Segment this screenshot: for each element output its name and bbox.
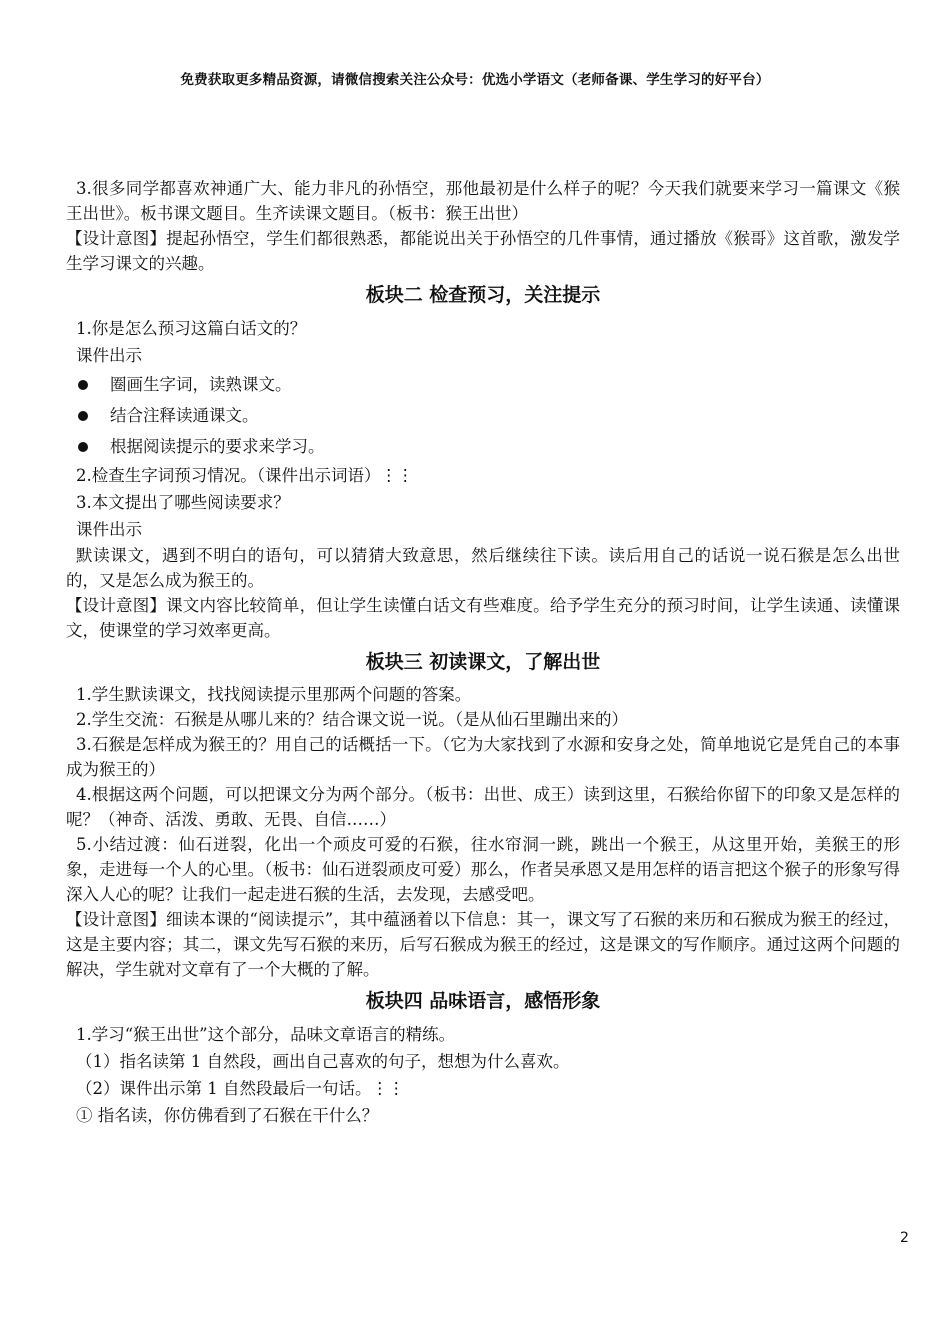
paragraph-b3-4: 4.根据这两个问题，可以把课文分为两个部分。（板书：出世、成王）读到这里，石猴给你留下的印象又是怎样的呢？（神奇、活泼、勇敢、无畏、自信……） xyxy=(66,785,900,829)
paragraph-b1-3: 3.很多同学都喜欢神通广大、能力非凡的孙悟空，那他最初是什么样子的呢？今天我们就要来学习一篇课文《猴王出世》。板书课文题目。生齐读课文题目。（板书：猴王出世） xyxy=(66,179,900,223)
bullet-icon xyxy=(78,411,88,421)
paragraph-b4-1: 1.学习“猴王出世”这个部分，品味文章语言的精练。 xyxy=(76,1025,456,1044)
paragraph-b4-s1: （1）指名读第 1 自然段，画出自己喜欢的句子，想想为什么喜欢。 xyxy=(76,1052,570,1071)
design-intent-b3: 【设计意图】细读本课的“阅读提示”，其中蕴涵着以下信息：其一，课文写了石猴的来历和石猴成为猴王的经过，这是主要内容；其二，课文先写石猴的来历，后写石猴成为猴王的经过，这是课文的写作顺序。通过这两个问题的解决，学生就对文章有了一个大概的了解。 xyxy=(66,910,900,979)
list-item: 根据阅读提示的要求来学习。 xyxy=(66,431,900,462)
paragraph-b3-3: 3.石猴是怎样成为猴王的？用自己的话概括一下。（它为大家找到了水源和安身之处，简单地说它是凭自己的本事成为猴王的） xyxy=(66,735,900,779)
paragraph-b3-5: 5.小结过渡：仙石迸裂，化出一个顽皮可爱的石猴，往水帘洞一跳，跳出一个猴王，从这里开始，美猴王的形象，走进每一个人的心里。（板书：仙石迸裂顽皮可爱）那么，作者吴承恩又是用怎样的语言把这个猴子的形象写得深入人心的呢？让我们一起走进石猴的生活，去发现，去感受吧。 xyxy=(66,835,900,904)
paragraph-b3-2: 2.学生交流：石猴是从哪儿来的？结合课文说一说。（是从仙石里蹦出来的） xyxy=(76,710,628,729)
page-header: 免费获取更多精品资源，请微信搜索关注公众号：优选小学语文（老师备课、学生学习的好平台） xyxy=(180,72,770,88)
paragraph-b2-1: 1.你是怎么预习这篇白话文的？ xyxy=(76,319,307,338)
design-intent-b1: 【设计意图】提起孙悟空，学生们都很熟悉，都能说出关于孙悟空的几件事情，通过播放《猴哥》这首歌，激发学生学习课文的兴趣。 xyxy=(66,229,900,273)
list-item: 结合注释读通课文。 xyxy=(66,400,900,431)
section-title-block3: 板块三 初读课文，了解出世 xyxy=(365,651,601,673)
paragraph-b2-2: 2.检查生字词预习情况。（课件出示词语）⋮⋮ xyxy=(76,466,414,485)
bullet-icon xyxy=(78,442,88,452)
section-title-block2: 板块二 检查预习，关注提示 xyxy=(365,284,601,306)
paragraph-b3-1: 1.学生默读课文，找找阅读提示里那两个问题的答案。 xyxy=(76,685,472,704)
document-body xyxy=(66,176,900,1129)
reading-requirement: 默读课文，遇到不明白的语句，可以猜猜大致意思，然后继续往下读。读后用自己的话说一说石猴是怎么出世的，又是怎么成为猴王的。 xyxy=(66,546,900,590)
courseware-label: 课件出示 xyxy=(76,346,142,365)
design-intent-b2: 【设计意图】课文内容比较简单，但让学生读懂白话文有些难度。给予学生充分的预习时间，让学生读通、读懂课文，使课堂的学习效率更高。 xyxy=(66,596,900,640)
list-item: 圈画生字词，读熟课文。 xyxy=(66,369,900,400)
bullet-icon xyxy=(78,380,88,390)
page-number: 2 xyxy=(900,1230,909,1246)
paragraph-b4-s3: ① 指名读，你仿佛看到了石猴在干什么？ xyxy=(76,1106,379,1125)
paragraph-b2-3: 3.本文提出了哪些阅读要求？ xyxy=(76,493,290,512)
courseware-label: 课件出示 xyxy=(76,520,142,539)
paragraph-b4-s2: （2）课件出示第 1 自然段最后一句话。⋮⋮ xyxy=(76,1079,405,1098)
section-title-block4: 板块四 品味语言，感悟形象 xyxy=(365,990,601,1012)
